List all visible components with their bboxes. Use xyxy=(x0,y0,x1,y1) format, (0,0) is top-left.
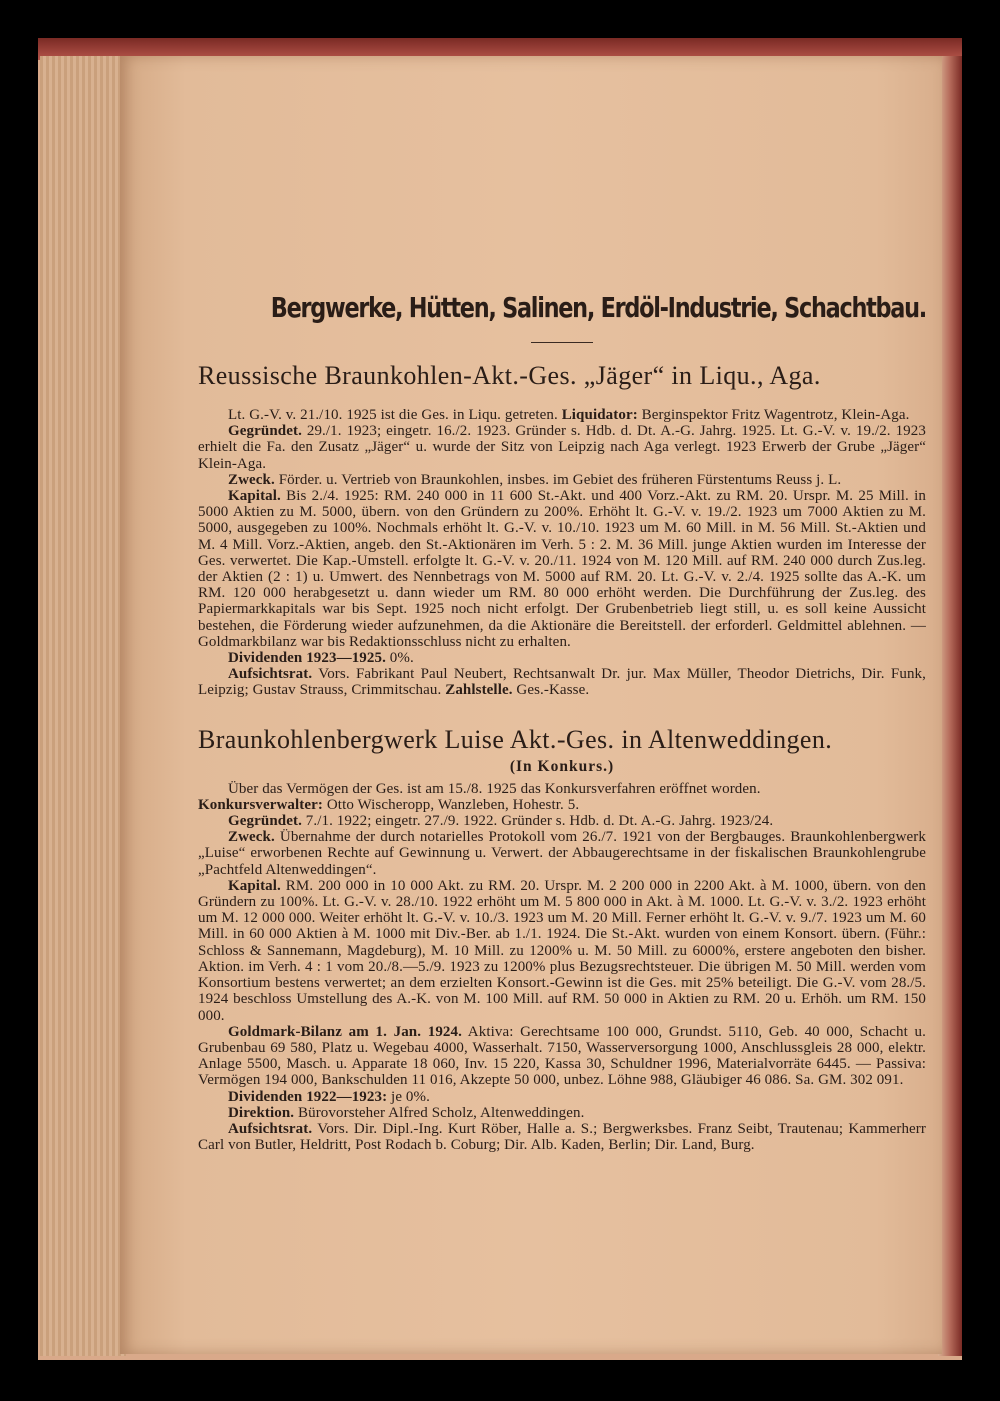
purpose-label: Zweck. xyxy=(228,829,275,846)
company-status: (In Konkurs.) xyxy=(509,757,615,775)
capital-text: Bis 2./4. 1925: RM. 240 000 in 11 600 St.-Akt. und 400 Vorz.-Akt. zu RM. 20. Urspr. M. 25 Mill. in 5000 Aktien zu M. 5000, übern. von den Gründern zu 200%. Erhöht lt. G.-V. v. 19./2. 1923 um 7000 Aktien zu M. 5000, ausgegeben zu 100%. Nochmals erhöht lt. G.-V. v. 10./10. 1923 um M. 60 Mill. in M. 56 Mill. St.-Aktien und M. 4 Mill. Vorz.-Aktien, angeb. den St.-Aktionären im Verh. 5 : 2. M. 36 Mill. junge Aktien wurden im Interesse der Ges. verwertet. Die Kap.-Umstell. erfolgte lt. G.-V. v. 20./11. 1924 von M. 120 Mill. auf RM. 240 000 durch Zus.leg. der Aktien (2 : 1) u. Umwert. des Nennbetrags von M. 5000 auf RM. 20. Lt. G.-V. v. 2./4. 1925 sollte das A.-K. um RM. 120 000 herabgesetzt u. dann wieder um RM. 80 000 erhöht werden. Die Durchführung der Zus.leg. des Papiermarkkapitals war bis Sept. 1925 noch nicht erfolgt. Der Grubenbetrieb liegt still, u. es soll keine Aussicht bestehen, die Förderung wieder aufzunehmen, da die Aktionäre die Bereitstell. der erforderl. Geldmittel ablehnen. — Goldmarkbilanz war bis Redaktionsschluss nicht zu erhalten. xyxy=(198,488,926,650)
company-entry-2 xyxy=(198,725,926,1154)
company-title: Braunkohlenbergwerk Luise Akt.-Ges. in Altenweddingen. xyxy=(198,724,833,754)
capital-paragraph xyxy=(198,878,926,1024)
purpose-text: Übernahme der durch notarielles Protokoll vom 26./7. 1921 von der Bergbauges. Braunkohlenbergwerk „Luise“ erworbenen Rechte auf Gewinnung u. Verwert. der Abbaugerechtsame in der fiskalischen Braunkohlengrube „Pachtfeld Altenweddingen“. xyxy=(198,829,926,878)
supervisory-board-text: Vors. Fabrikant Paul Neubert, Rechtsanwalt Dr. jur. Max Müller, Theodor Dietrichs, Dir. Funk, Leipzig; Gustav Strauss, Crimmitschau. xyxy=(198,666,926,699)
supervisory-board-paragraph xyxy=(198,666,926,698)
dividends-paragraph xyxy=(198,650,926,666)
management-label: Direktion. xyxy=(228,1104,295,1121)
management-text: Bürovorsteher Alfred Scholz, Altenweddingen. xyxy=(294,1104,585,1121)
supervisory-board-label: Aufsichtsrat. xyxy=(228,1120,313,1137)
founded-text: 7./1. 1922; eingetr. 27./9. 1922. Gründer s. Hdb. d. Dt. A.-G. Jahrg. 1923/24. xyxy=(301,813,774,830)
dividends-text: 0%. xyxy=(385,650,414,667)
dividends-paragraph xyxy=(198,1089,926,1105)
liquidator-label: Liquidator: xyxy=(561,407,638,423)
management-paragraph xyxy=(198,1105,926,1121)
liquidation-text: Lt. G.-V. v. 21./10. 1925 ist die Ges. in Liqu. getreten. xyxy=(228,407,558,423)
founded-label: Gegründet. xyxy=(228,813,302,830)
founded-paragraph xyxy=(198,423,926,472)
capital-label: Kapital. xyxy=(228,877,281,894)
founded-paragraph xyxy=(198,813,926,829)
balance-sheet-paragraph xyxy=(198,1024,926,1089)
receiver-label: Konkursverwalter: xyxy=(198,796,324,813)
supervisory-board-label: Aufsichtsrat. xyxy=(228,666,313,683)
page-section-header: Bergwerke, Hütten, Salinen, Erdöl-Industrie, Schachtbau. xyxy=(270,291,927,324)
capital-label: Kapital. xyxy=(228,488,281,505)
purpose-text: Förder. u. Vertrieb von Braunkohlen, insbes. im Gebiet des früheren Fürstentums Reuss j. L. xyxy=(274,471,842,488)
founded-text: 29./1. 1923; eingetr. 16./2. 1923. Gründer s. Hdb. d. Dt. A.-G. Jahrg. 1925. Lt. G.-V. v. 19./2. 1923 erhielt die Fa. den Zusatz „Jäger“ u. wurde der Sitz von Leipzig nach Aga verlegt. 1923 Erwerb der Grube „Jäger“ Klein-Aga. xyxy=(198,423,926,472)
bankruptcy-paragraph xyxy=(198,781,926,797)
company-title: Reussische Braunkohlen-Akt.-Ges. „Jäger“ in Liqu., Aga. xyxy=(198,361,821,390)
supervisory-board-text: Vors. Dir. Dipl.-Ing. Kurt Röber, Halle a. S.; Bergwerksbes. Franz Seibt, Trautenau; Kammerherr Carl von Butler, Heldritt, Post Rodach b. Coburg; Dir. Alb. Kaden, Berlin; Dir. Land, Burg. xyxy=(198,1120,926,1154)
paying-agent-text: Ges.-Kasse. xyxy=(512,682,590,699)
page-edges-left xyxy=(40,56,126,1356)
purpose-paragraph xyxy=(198,829,926,878)
header-rule xyxy=(531,342,593,343)
founded-label: Gegründet. xyxy=(228,423,302,440)
dividends-label: Dividenden 1922—1923: xyxy=(228,1088,388,1105)
dividends-text: je 0%. xyxy=(387,1088,430,1105)
capital-paragraph xyxy=(198,488,926,650)
capital-text: RM. 200 000 in 10 000 Akt. zu RM. 20. Urspr. M. 2 200 000 in 2200 Akt. à M. 1000, übern. von den Gründern zu 100%. Lt. G.-V. v. 28./10. 1922 erhöht um M. 5 800 000 in Akt. à M. 1000. Lt. G.-V. v. 3./2. 1923 erhöht um M. 12 000 000. Weiter erhöht lt. G.-V. v. 10./3. 1923 um M. 20 Mill. Ferner erhöht lt. G.-V. v. 9./7. 1923 um M. 60 Mill. in 60 000 Aktien à M. 1000 mit Div.-Ber. ab 1./1. 1924. Die St.-Akt. wurden von einem Konsort. übern. (Führ.: Schloss & Sannemann, Magdeburg), M. 10 Mill. zu 1200% u. M. 50 Mill. zu 6000%, erstere angeboten den bisher. Aktion. im Verh. 4 : 1 vom 20./8.—5./9. 1923 zu 1200% plus Bezugsrechtsteuer. Die übrigen M. 50 Mill. werden vom Konsortium bestens verwertet; an dem erzielten Konsort.-Gewinn ist die Ges. mit 25% beteiligt. Die G.-V. vom 28./5. 1924 beschloss Umstellung des A.-K. von M. 100 Mill. auf RM. 50 000 in Aktien zu RM. 20 u. Erhöh. um RM. 150 000. xyxy=(198,877,926,1024)
balance-sheet-text: Aktiva: Gerechtsame 100 000, Grundst. 5110, Geb. 40 000, Schacht u. Grubenbau 69 580, Platz u. Wegebau 4000, Wasserhalt. 7150, Wasserversorgung 1000, Anschlussgleis 28 000, elektr. Anlage 5500, Masch. u. Apparate 18 060, Inv. 15 220, Kassa 30, Schuldner 1996, Materialvorräte 6445. — Passiva: Vermögen 194 000, Bankschulden 11 016, Akzepte 50 000, unbez. Löhne 988, Gläubiger 46 086. Sa. GM. 302 091. xyxy=(198,1023,926,1089)
purpose-label: Zweck. xyxy=(228,471,275,488)
dividends-label: Dividenden 1923—1925. xyxy=(228,650,386,667)
supervisory-board-paragraph xyxy=(198,1121,926,1153)
paying-agent-label: Zahlstelle. xyxy=(445,682,513,699)
company-entry-1 xyxy=(198,361,926,699)
liquidator-text: Berginspektor Fritz Wagentrotz, Klein-Aga. xyxy=(637,407,910,423)
purpose-paragraph xyxy=(198,472,926,488)
receiver-paragraph xyxy=(198,797,926,813)
page-content xyxy=(198,286,926,1153)
liquidation-paragraph xyxy=(198,407,926,423)
balance-sheet-label: Goldmark-Bilanz am 1. Jan. 1924. xyxy=(228,1023,462,1040)
bankruptcy-text: Über das Vermögen der Ges. ist am 15./8. 1925 das Konkursverfahren eröffnet worden. xyxy=(228,780,761,797)
receiver-text: Otto Wischeropp, Wanzleben, Hohestr. 5. xyxy=(323,796,580,813)
